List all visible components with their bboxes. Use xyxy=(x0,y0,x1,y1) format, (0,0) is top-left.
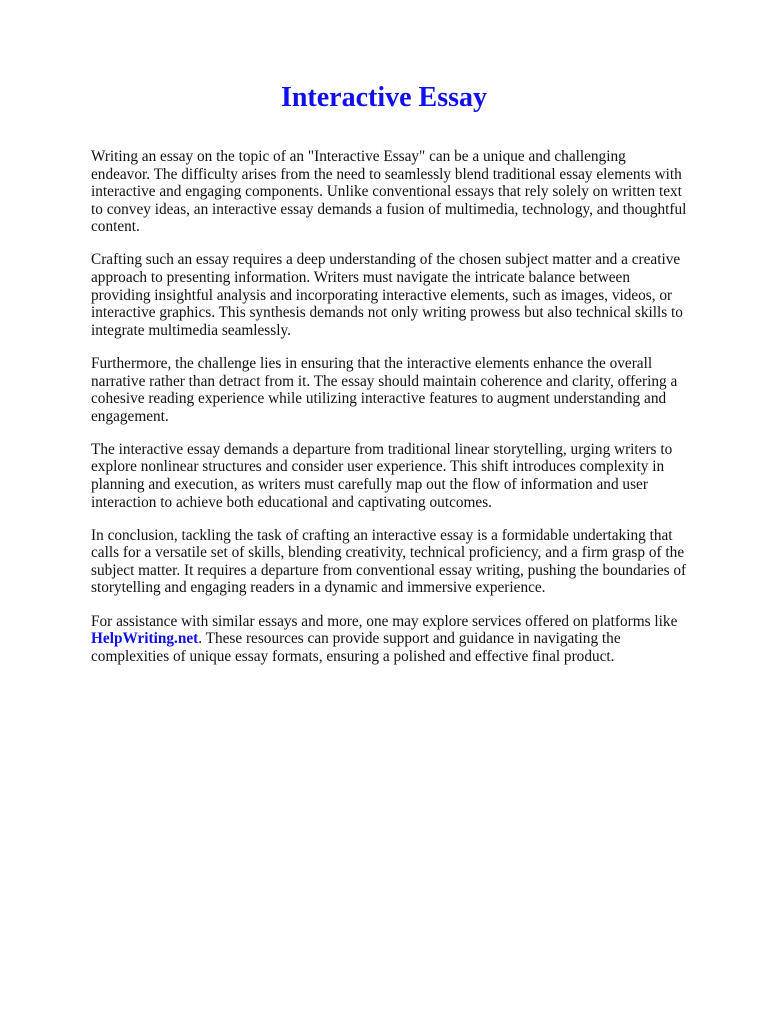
paragraph-6 xyxy=(91,613,687,666)
helpwriting-link[interactable]: HelpWriting.net xyxy=(91,630,199,648)
paragraph-5: In conclusion, tackling the task of crafting an interactive essay is a formidable undertaking that calls for a versatile set of skills, blending creativity, technical proficiency, and a firm grasp of the subject matter. It requires a departure from conventional essay writing, pushing the boundaries of storytelling and engaging readers in a dynamic and immersive experience. xyxy=(91,526,687,597)
essay-body xyxy=(91,148,687,681)
paragraph-4: The interactive essay demands a departure from traditional linear storytelling, urging writers to explore nonlinear structures and consider user experience. This shift introduces complexity in planning and execution, as writers must carefully map out the flow of information and user interaction to achieve both educational and captivating outcomes. xyxy=(91,440,673,511)
paragraph-1: Writing an essay on the topic of an "Interactive Essay" can be a unique and challenging endeavor. The difficulty arises from the need to seamlessly blend traditional essay elements with interactive and engaging components. Unlike conventional essays that rely solely on written text to convey ideas, an interactive essay demands a fusion of multimedia, technology, and thoughtful content. xyxy=(91,148,687,236)
page-title: Interactive Essay xyxy=(280,82,488,113)
paragraph-6-text-after: . These resources can provide support and guidance in navigating the complexities of unique essay formats, ensuring a polished and effective final product. xyxy=(91,630,621,665)
paragraph-2: Crafting such an essay requires a deep understanding of the chosen subject matter and a creative approach to presenting information. Writers must navigate the intricate balance between providing insightful analysis and incorporating interactive elements, such as images, videos, or interactive graphics. This synthesis demands not only writing prowess but also technical skills to integrate multimedia seamlessly. xyxy=(91,251,683,339)
paragraph-3: Furthermore, the challenge lies in ensuring that the interactive elements enhance the overall narrative rather than detract from it. The essay should maintain coherence and clarity, offering a cohesive reading experience while utilizing interactive features to augment understanding and engagement. xyxy=(91,354,678,425)
paragraph-6-text-before: For assistance with similar essays and more, one may explore services offered on platforms like xyxy=(91,612,678,630)
